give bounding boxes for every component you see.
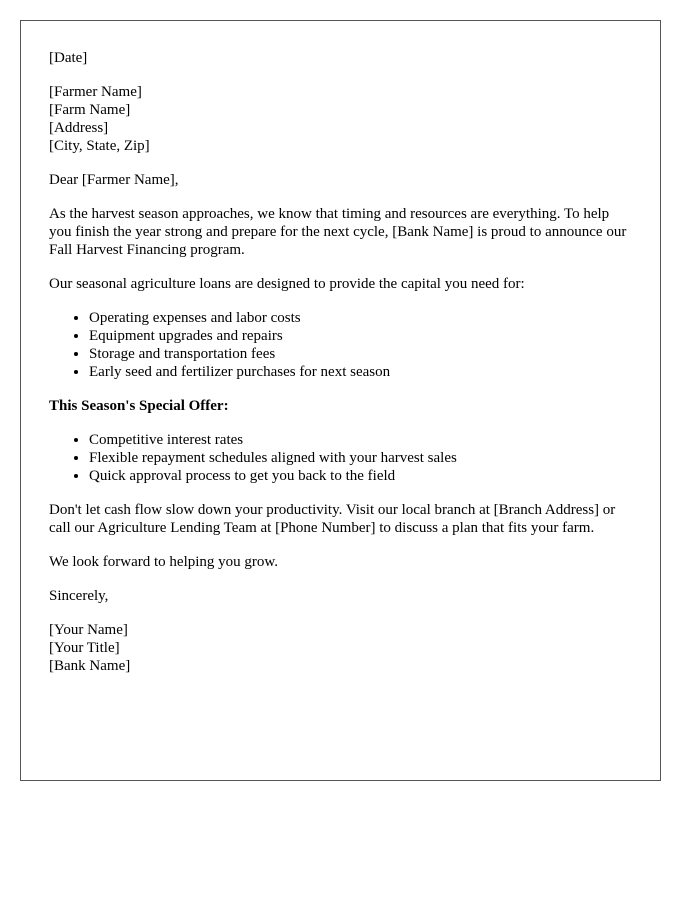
recipient-city-state-zip: [City, State, Zip]: [49, 138, 150, 154]
intro-paragraph: As the harvest season approaches, we know that timing and resources are everything. To help you finish the year strong and prepare for the next cycle, [Bank Name] is proud to announce our Fall Harvest Financing program.: [49, 206, 627, 258]
signature-bank-name: [Bank Name]: [49, 658, 131, 674]
special-offer-heading: This Season's Special Offer:: [49, 398, 229, 414]
sign-off: Sincerely,: [49, 588, 109, 604]
list-item: • Early seed and fertilizer purchases for next season: [89, 363, 632, 381]
loan-uses-list: [49, 309, 632, 381]
special-offer-list: [49, 431, 632, 485]
list-item: • Operating expenses and labor costs: [89, 309, 632, 327]
letter-document: [20, 20, 661, 781]
recipient-farm-name: [Farm Name]: [49, 102, 131, 118]
list-item: • Equipment upgrades and repairs: [89, 327, 632, 345]
salutation: Dear [Farmer Name],: [49, 172, 179, 188]
closing-line: We look forward to helping you grow.: [49, 554, 279, 570]
list-item: • Flexible repayment schedules aligned with your harvest sales: [89, 449, 632, 467]
signature-block: [49, 621, 632, 675]
list-item: • Quick approval process to get you back to the field: [89, 467, 632, 485]
signature-your-name: [Your Name]: [49, 622, 128, 638]
recipient-address: [Address]: [49, 120, 109, 136]
call-to-action-paragraph: Don't let cash flow slow down your productivity. Visit our local branch at [Branch Address] or call our Agriculture Lending Team at [Phone Number] to discuss a plan that fits your farm.: [49, 502, 616, 536]
loans-intro-paragraph: Our seasonal agriculture loans are designed to provide the capital you need for:: [49, 276, 525, 292]
signature-your-title: [Your Title]: [49, 640, 120, 656]
recipient-address-block: [49, 83, 632, 155]
recipient-farmer-name: [Farmer Name]: [49, 84, 142, 100]
letter-date: [Date]: [49, 50, 88, 66]
list-item: • Competitive interest rates: [89, 431, 632, 449]
list-item: • Storage and transportation fees: [89, 345, 632, 363]
